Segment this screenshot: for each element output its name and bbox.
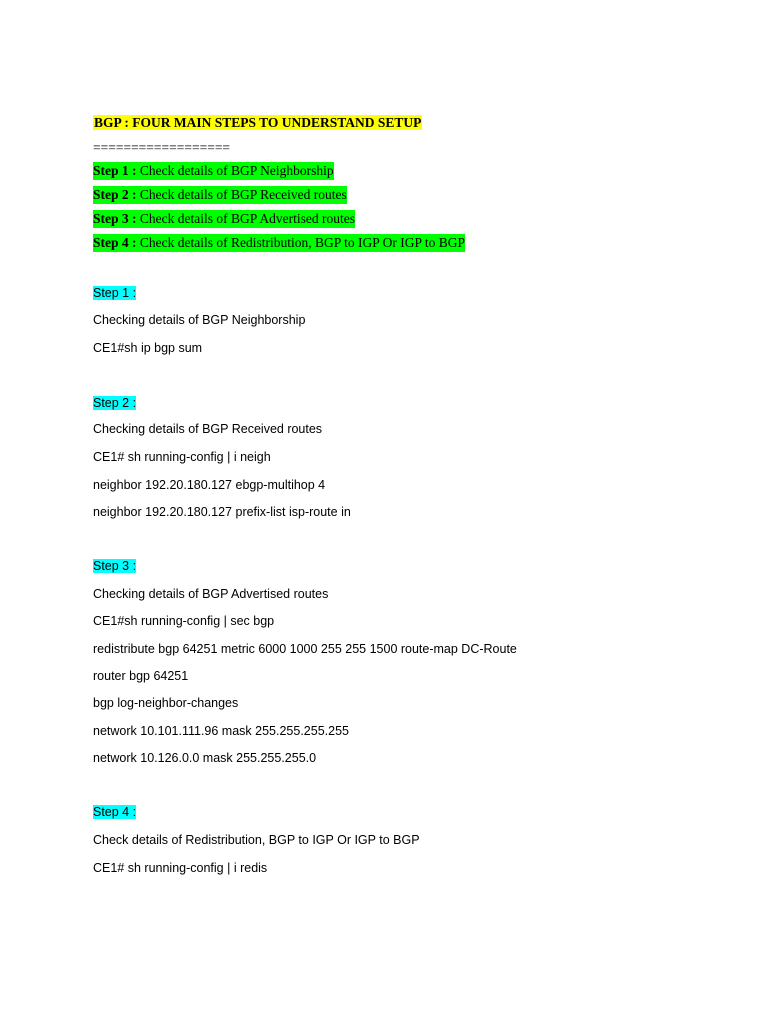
summary-step-text: Check details of BGP Neighborship bbox=[136, 163, 334, 178]
separator-line bbox=[93, 139, 230, 157]
summary-step-3 bbox=[93, 210, 355, 228]
section-line: Checking details of BGP Received routes bbox=[93, 422, 323, 436]
config-line: network 10.101.111.96 mask 255.255.255.255 bbox=[93, 724, 349, 738]
command-line: CE1#sh ip bgp sum bbox=[93, 341, 203, 355]
summary-step-2 bbox=[93, 186, 347, 204]
config-line: router bgp 64251 bbox=[93, 669, 189, 683]
command-line: CE1# sh running-config | i redis bbox=[93, 861, 268, 875]
config-line: bgp log-neighbor-changes bbox=[93, 696, 239, 710]
config-line: network 10.126.0.0 mask 255.255.255.0 bbox=[93, 751, 317, 765]
section-3-heading-line bbox=[93, 557, 136, 575]
config-line: neighbor 192.20.180.127 prefix-list isp-route in bbox=[93, 505, 351, 519]
section-4-heading-line bbox=[93, 803, 136, 821]
summary-step-text: Check details of Redistribution, BGP to IGP Or IGP to BGP bbox=[136, 235, 465, 250]
summary-step-label: Step 2 : bbox=[93, 187, 137, 202]
section-line: Checking details of BGP Neighborship bbox=[93, 313, 306, 327]
command-line: CE1# sh running-config | i neigh bbox=[93, 450, 271, 464]
summary-step-1 bbox=[93, 162, 334, 180]
section-heading: Step 1 : bbox=[93, 286, 137, 300]
summary-step-label: Step 1 : bbox=[93, 163, 137, 178]
section-line: Check details of Redistribution, BGP to IGP Or IGP to BGP bbox=[93, 833, 420, 847]
summary-step-label: Step 4 : bbox=[93, 235, 137, 250]
summary-step-4 bbox=[93, 234, 465, 252]
section-line: Checking details of BGP Advertised routes bbox=[93, 587, 329, 601]
summary-step-label: Step 3 : bbox=[93, 211, 137, 226]
section-2-heading-line bbox=[93, 394, 136, 412]
summary-step-text: Check details of BGP Advertised routes bbox=[136, 211, 355, 226]
config-line: neighbor 192.20.180.127 ebgp-multihop 4 bbox=[93, 478, 326, 492]
config-line: redistribute bgp 64251 metric 6000 1000 255 255 1500 route-map DC-Route bbox=[93, 642, 517, 656]
section-1-heading-line bbox=[93, 284, 136, 302]
section-heading: Step 3 : bbox=[93, 559, 137, 573]
summary-step-text: Check details of BGP Received routes bbox=[136, 187, 347, 202]
command-line: CE1#sh running-config | sec bgp bbox=[93, 614, 275, 628]
separator: ================== bbox=[93, 140, 231, 155]
section-heading: Step 2 : bbox=[93, 396, 137, 410]
document-title: BGP : FOUR MAIN STEPS TO UNDERSTAND SETUP bbox=[94, 115, 422, 130]
section-heading: Step 4 : bbox=[93, 805, 137, 819]
document-title-line bbox=[93, 114, 422, 132]
